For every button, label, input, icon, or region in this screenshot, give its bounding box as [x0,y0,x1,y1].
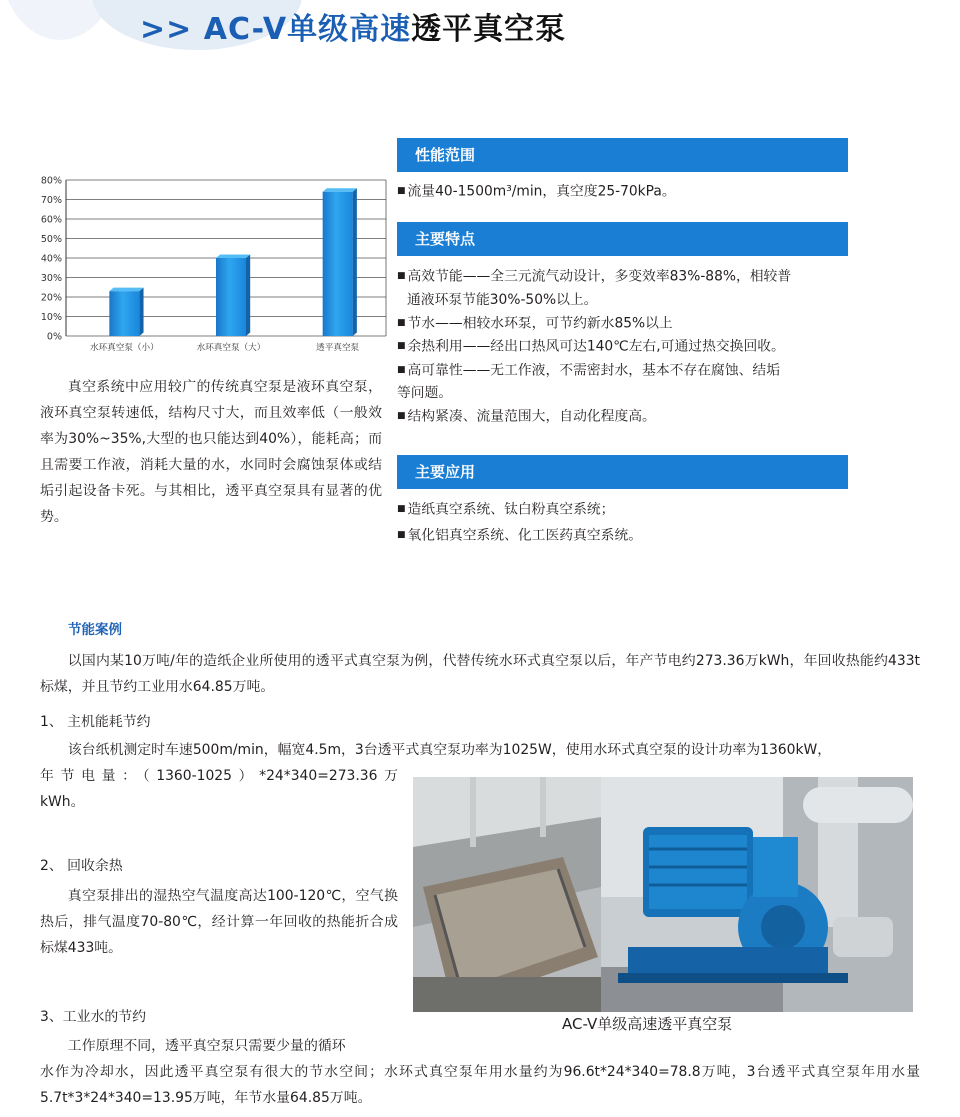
y-tick-label: 20% [40,292,62,304]
bullet-square-icon: ■ [397,529,406,540]
intro-paragraph: 真空系统中应用较广的传统真空泵是液环真空泵，液环真空泵转速低，结构尺寸大，而且效率低（一般效率为30%~35%,大型的也只能达到40%），能耗高；而且需要工作液，消耗大量的水，水同时会腐蚀泵体或结垢引起设备卡死。与其相比，透平真空泵具有显著的优势。 [40,379,382,525]
section-bar-features: 主要特点 [397,222,848,256]
bar-top [109,288,143,292]
list-item [397,405,849,429]
bar [323,192,353,336]
list-item [397,335,849,359]
case-heading: 节能案例 [68,622,122,638]
title-part2: 透平真空泵 [411,12,567,47]
bar [109,291,139,336]
y-tick-label: 40% [40,253,62,265]
list-item [397,359,849,406]
chart-canvas [30,172,390,362]
y-tick-label: 50% [40,234,62,245]
product-photo-illustration [413,777,913,1012]
bullet-square-icon: ■ [397,271,406,281]
page-title [140,4,566,48]
section-bar-applications: 主要应用 [397,455,848,489]
feature-text: 节水——相较水环泵，可节约新水85%以上 [407,315,673,331]
application-text: 造纸真空系统、钛白粉真空系统； [407,501,615,518]
application-text: 氧化铝真空系统、化工医药真空系统。 [407,527,643,543]
case-item1-text-b: 年节电量：（1360-1025）*24*340=273.36万 [40,768,398,784]
bullet-square-icon: ■ [397,411,406,421]
case-item3-text-a: 工作原理不同，透平真空泵只需要少量的循环 [67,1038,346,1054]
y-tick-label: 80% [40,175,62,187]
product-photo [413,777,913,1012]
title-part1: AC-V单级高速 [203,12,412,47]
section-bar-performance: 性能范围 [397,138,848,172]
list-item [397,312,849,336]
feature-text-cont: 通液环泵节能30%-50%以上。 [407,291,598,308]
bar-side [353,188,357,336]
list-item [397,180,849,204]
list-item [397,498,849,522]
feature-text: 高可靠性——无工作液，不需密封水，基本不存在腐蚀、结垢 [407,362,781,378]
feature-text: 结构紧凑、流量范围大，自动化程度高。 [407,408,656,425]
list-item [397,265,849,312]
y-tick-label: 60% [40,214,62,226]
case-item1-text-a: 该台纸机测定时车速500m/min，幅宽4.5m，3台透平式真空泵功率为1025W，使用水环式真空泵的设计功率为1360kW， [67,742,832,758]
x-tick-label: 透平真空泵 [316,343,360,353]
case-item2-title: 2、 回收余热 [40,858,123,874]
list-item [397,524,849,548]
y-tick-label: 0% [46,331,62,343]
efficiency-chart [30,172,390,362]
bar [216,258,246,336]
bullet-square-icon: ■ [397,186,406,196]
case-item2-text: 真空泵排出的湿热空气温度高达100-120℃，空气换热后，排气温度70-80℃，经计算一年回收的热能折合成标煤433吨。 [40,888,398,956]
bullet-square-icon: ■ [397,364,406,375]
case-item3-text-b: 水作为冷却水，因此透平真空泵有很大的节水空间；水环式真空泵年用水量约为96.6t*24*340=78.8万吨，3台透平式真空泵年用水量5.7t*3*24*340=13.95万吨，年节水量64.85万吨。 [40,1064,920,1106]
bullet-square-icon: ■ [397,317,406,328]
x-tick-label: 水环真空泵（小） [89,343,159,353]
feature-text-cont: 等问题。 [397,385,453,401]
case-item1-title: 1、 主机能耗节约 [40,714,151,730]
bar-side [139,288,143,336]
bullet-square-icon: ■ [397,504,406,514]
performance-list [397,180,849,204]
title-prefix: >> [140,12,193,47]
bar-top [216,255,250,259]
feature-text: 高效节能——全三元流气动设计，多变效率83%-88%，相较普 [407,268,792,285]
y-tick-label: 70% [40,195,62,206]
applications-list [397,498,849,547]
case-item3-title: 3、工业水的节约 [40,1009,147,1025]
x-tick-label: 水环真空泵（大） [196,343,266,353]
y-tick-label: 10% [40,312,62,323]
bar-top [323,188,357,192]
photo-caption: AC-V单级高速透平真空泵 [562,1015,733,1033]
case-body: 以国内某10万吨/年的造纸企业所使用的透平式真空泵为例，代替传统水环式真空泵以后，年产节电约273.36万kWh，年回收热能约433t标煤，并且节约工业用水64.85万吨。 [40,653,920,695]
bullet-square-icon: ■ [397,341,406,351]
y-tick-label: 30% [40,273,62,284]
bar-side [246,255,250,337]
features-list [397,265,849,429]
feature-text: 余热利用——经出口热风可达140℃左右,可通过热交换回收。 [407,338,785,355]
performance-item-text: 流量40-1500m³/min，真空度25-70kPa。 [407,183,676,200]
case-item1-text-c: kWh。 [40,794,85,810]
